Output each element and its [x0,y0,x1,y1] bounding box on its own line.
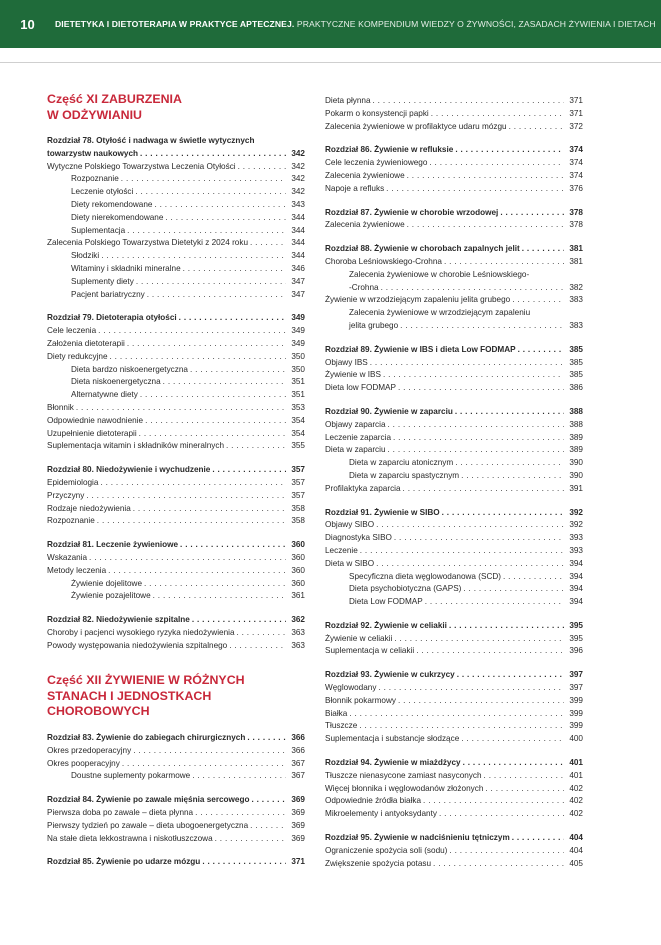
chapter-82 [47,614,305,652]
chapter-95 [325,832,583,870]
toc-entry[interactable]: Mikroelementy i antyoksydanty . . . 402 [325,808,583,821]
chapter-title[interactable]: Rozdział 86. Żywienie w refluksie . . . 374 [325,144,583,157]
chapter-85 [47,856,305,869]
toc-right-column [325,95,583,870]
toc-subentry[interactable]: Dieta psychobiotyczna (GAPS) . . . 394 [325,583,583,596]
chapter-83 [47,732,305,783]
page-number: 10 [20,16,35,32]
toc-entry[interactable]: Tłuszcze . . . 399 [325,720,583,733]
toc-entry[interactable]: Zalecenia żywieniowe w profilaktyce udaru mózgu . . . 372 [325,121,583,134]
toc-entry[interactable]: Uzupełnienie dietoterapii . . . 354 [47,428,305,441]
chapter-89 [325,344,583,395]
toc-entry[interactable]: Zwiększenie spożycia potasu . . . 405 [325,858,583,871]
toc-entry[interactable]: Leczenie zaparcia . . . 389 [325,432,583,445]
chapter-title[interactable]: Rozdział 88. Żywienie w chorobach zapalnych jelit . . . 381 [325,243,583,256]
chapter-title[interactable]: Rozdział 84. Żywienie po zawale mięśnia sercowego . . . 369 [47,794,305,807]
toc-entry[interactable]: Odpowiednie nawodnienie . . . 354 [47,415,305,428]
toc-entry[interactable]: Więcej błonnika i węglowodanów złożonych . . . 402 [325,783,583,796]
toc-subentry[interactable]: Dieta Low FODMAP . . . 394 [325,596,583,609]
toc-subentry[interactable]: Żywienie dojelitowe . . . 360 [47,578,305,591]
toc-entry[interactable]: Pierwszy tydzień po zawale – dieta ubogoenergetyczna . . . 369 [47,820,305,833]
toc-entry[interactable]: Dieta w SIBO . . . 394 [325,558,583,571]
toc-entry[interactable]: Okres przedoperacyjny . . . 366 [47,745,305,758]
toc-entry[interactable]: Diety redukcyjne . . . 350 [47,351,305,364]
part-heading [47,673,305,720]
chapter-85-continued [325,95,583,133]
toc-subentry[interactable]: Słodziki . . . 344 [47,250,305,263]
running-title-light: PRAKTYCZNE KOMPENDIUM WIEDZY O ŻYWNOŚCI, ZASADACH ŻYWIENIA I DIETACH [296,19,656,29]
toc-entry[interactable]: Leczenie . . . 393 [325,545,583,558]
toc-entry[interactable]: Założenia dietoterapii . . . 349 [47,338,305,351]
toc-subentry[interactable]: Pacjent bariatryczny . . . 347 [47,289,305,302]
toc-entry[interactable]: Odpowiednie źródła białka . . . 402 [325,795,583,808]
toc-subentry[interactable]: Dieta bardzo niskoenergetyczna . . . 350 [47,364,305,377]
toc-subentry[interactable]: -Crohna . . . 382 [325,282,583,295]
part-heading-line: STANACH I JEDNOSTKACH [47,688,212,703]
toc-entry[interactable]: Ograniczenie spożycia soli (sodu) . . . 404 [325,845,583,858]
chapter-title[interactable]: Rozdział 95. Żywienie w nadciśnieniu tętniczym . . . 404 [325,832,583,845]
toc-subentry[interactable]: Alternatywne diety . . . 351 [47,389,305,402]
chapter-78 [47,135,305,301]
toc-entry[interactable]: Cele leczenia . . . 349 [47,325,305,338]
toc-entry[interactable]: Objawy IBS . . . 385 [325,357,583,370]
chapter-title-line[interactable]: Rozdział 78. Otyłość i nadwaga w świetle wytycznych [47,136,255,145]
chapter-title[interactable]: Rozdział 79. Dietoterapia otyłości . . . 349 [47,312,305,325]
toc-entry[interactable]: Objawy zaparcia . . . 388 [325,419,583,432]
toc-entry[interactable]: Węglowodany . . . 397 [325,682,583,695]
toc-entry[interactable]: Błonnik . . . 353 [47,402,305,415]
chapter-90 [325,406,583,496]
toc-entry[interactable]: Na stałe dieta lekkostrawna i niskotłuszczowa . . . 369 [47,833,305,846]
chapter-86 [325,144,583,195]
toc-entry[interactable]: Suplementacja w celiakii . . . 396 [325,645,583,658]
chapter-title[interactable]: Rozdział 91. Żywienie w SIBO . . . 392 [325,507,583,520]
chapter-91 [325,507,583,609]
toc-subentry-line[interactable]: Zalecenia żywieniowe w chorobie Leśniowskiego- [349,269,530,279]
part-heading-line: CHOROBOWYCH [47,704,150,719]
toc-entry[interactable]: Żywienie w IBS . . . 385 [325,369,583,382]
part-heading-line: W ODŻYWIANIU [47,107,142,122]
toc-subentry[interactable]: Dieta w zaparciu spastycznym . . . 390 [325,470,583,483]
toc-subentry[interactable]: Rozpoznanie . . . 342 [47,173,305,186]
chapter-title[interactable]: Rozdział 82. Niedożywienie szpitalne . . . 362 [47,614,305,627]
toc-subentry[interactable]: Diety nierekomendowane . . . 344 [47,212,305,225]
toc-entry[interactable]: Powody występowania niedożywienia szpitalnego . . . 363 [47,640,305,653]
toc-subentry[interactable]: Dieta niskoenergetyczna . . . 351 [47,376,305,389]
chapter-title[interactable]: Rozdział 85. Żywienie po udarze mózgu . . . 371 [47,856,305,869]
toc-entry[interactable]: Żywienie w celiakii . . . 395 [325,633,583,646]
chapter-title[interactable]: Rozdział 93. Żywienie w cukrzycy . . . 397 [325,669,583,682]
chapter-title[interactable]: Rozdział 87. Żywienie w chorobie wrzodowej . . . 378 [325,207,583,220]
chapter-title[interactable]: Rozdział 80. Niedożywienie i wychudzenie . . . 357 [47,464,305,477]
toc-left-column [47,92,305,869]
toc-subentry[interactable]: Suplementacja . . . 344 [47,225,305,238]
toc-entry[interactable]: Rodzaje niedożywienia . . . 358 [47,503,305,516]
toc-entry[interactable]: Żywienie w wrzodziejącym zapaleniu jelita grubego . . . 383 [325,294,583,307]
toc-entry[interactable]: Białka . . . 399 [325,708,583,721]
chapter-79 [47,312,305,453]
toc-entry[interactable]: Dieta w zaparciu . . . 389 [325,444,583,457]
toc-entry[interactable]: Okres pooperacyjny . . . 367 [47,758,305,771]
toc-subentry[interactable]: Specyficzna dieta węglowodanowa (SCD) . . . 394 [325,571,583,584]
toc-entry[interactable]: Zalecenia żywieniowe . . . 374 [325,170,583,183]
chapter-84 [47,794,305,845]
toc-entry[interactable]: Choroby i pacjenci wysokiego ryzyka niedożywienia . . . 363 [47,627,305,640]
toc-entry[interactable]: Suplementacja i substancje słodzące . . . 400 [325,733,583,746]
toc-entry[interactable]: Choroba Leśniowskiego-Crohna . . . 381 [325,256,583,269]
part-heading-line: Część XI ZABURZENIA [47,92,182,106]
toc-entry[interactable]: Pierwsza doba po zawale – dieta płynna . . . 369 [47,807,305,820]
toc-subentry[interactable]: Dieta w zaparciu atonicznym . . . 390 [325,457,583,470]
toc-entry[interactable]: Diagnostyka SIBO . . . 393 [325,532,583,545]
toc-entry[interactable]: Błonnik pokarmowy . . . 399 [325,695,583,708]
toc-subentry[interactable]: Diety rekomendowane . . . 343 [47,199,305,212]
chapter-title[interactable]: Rozdział 89. Żywienie w IBS i dieta Low FODMAP . . . 385 [325,344,583,357]
chapter-title[interactable]: Rozdział 83. Żywienie do zabiegach chirurgicznych . . . 366 [47,732,305,745]
toc-entry[interactable]: Metody leczenia . . . 360 [47,565,305,578]
toc-entry[interactable]: Przyczyny . . . 357 [47,490,305,503]
chapter-title[interactable]: Rozdział 90. Żywienie w zaparciu . . . 388 [325,406,583,419]
part-heading-line: Część XII ŻYWIENIE W RÓŻNYCH [47,673,245,688]
toc-entry[interactable]: Cele leczenia żywieniowego . . . 374 [325,157,583,170]
toc-entry[interactable]: Napoje a refluks . . . 376 [325,183,583,196]
chapter-92 [325,620,583,658]
toc-entry[interactable]: Wytyczne Polskiego Towarzystwa Leczenia Otyłości . . . 342 [47,161,305,174]
page-header [0,0,661,48]
chapter-94 [325,757,583,821]
toc-entry[interactable]: Zalecenia Polskiego Towarzystwa Dietetyki z 2024 roku . . . 344 [47,237,305,250]
chapter-title[interactable]: Rozdział 92. Żywienie w celiakii . . . 395 [325,620,583,633]
chapter-title[interactable]: towarzystw naukowych . . . 342 [47,148,305,161]
toc-entry[interactable]: Tłuszcze nienasycone zamiast nasyconych . . . 401 [325,770,583,783]
running-title-bold: DIETETYKA I DIETOTERAPIA W PRAKTYCE APTECZNEJ. [55,19,295,29]
toc-subentry[interactable]: Doustne suplementy pokarmowe . . . 367 [47,770,305,783]
toc-subentry[interactable]: Witaminy i składniki mineralne . . . 346 [47,263,305,276]
toc-entry[interactable]: Rozpoznanie . . . 358 [47,515,305,528]
toc-subentry[interactable]: Żywienie pozajelitowe . . . 361 [47,590,305,603]
chapter-87 [325,207,583,233]
chapter-81 [47,539,305,603]
chapter-title[interactable]: Rozdział 94. Żywienie w miażdżycy . . . 401 [325,757,583,770]
running-title [55,19,656,29]
toc-entry[interactable]: Suplementacja witamin i składników mineralnych . . . 355 [47,440,305,453]
toc-entry[interactable]: Epidemiologia . . . 357 [47,477,305,490]
toc-entry[interactable]: Wskazania . . . 360 [47,552,305,565]
chapter-93 [325,669,583,746]
part-heading [47,92,305,123]
toc-subentry[interactable]: jelita grubego . . . 383 [325,320,583,333]
chapter-88 [325,243,583,333]
chapter-80 [47,464,305,528]
toc-entry[interactable]: Pokarm o konsystencji papki . . . 371 [325,108,583,121]
toc-subentry[interactable]: Leczenie otyłości . . . 342 [47,186,305,199]
toc-entry[interactable]: Zalecenia żywieniowe . . . 378 [325,219,583,232]
toc-entry[interactable]: Objawy SIBO . . . 392 [325,519,583,532]
toc-entry[interactable]: Profilaktyka zaparcia . . . 391 [325,483,583,496]
toc-subentry-line[interactable]: Zalecenia żywieniowe w wrzodziejącym zapaleniu [349,308,531,318]
chapter-title[interactable]: Rozdział 81. Leczenie żywieniowe . . . 360 [47,539,305,552]
toc-subentry[interactable]: Suplementy diety . . . 347 [47,276,305,289]
toc-entry[interactable]: Dieta low FODMAP . . . 386 [325,382,583,395]
toc-entry[interactable]: Dieta płynna . . . 371 [325,95,583,108]
header-divider [0,62,661,63]
